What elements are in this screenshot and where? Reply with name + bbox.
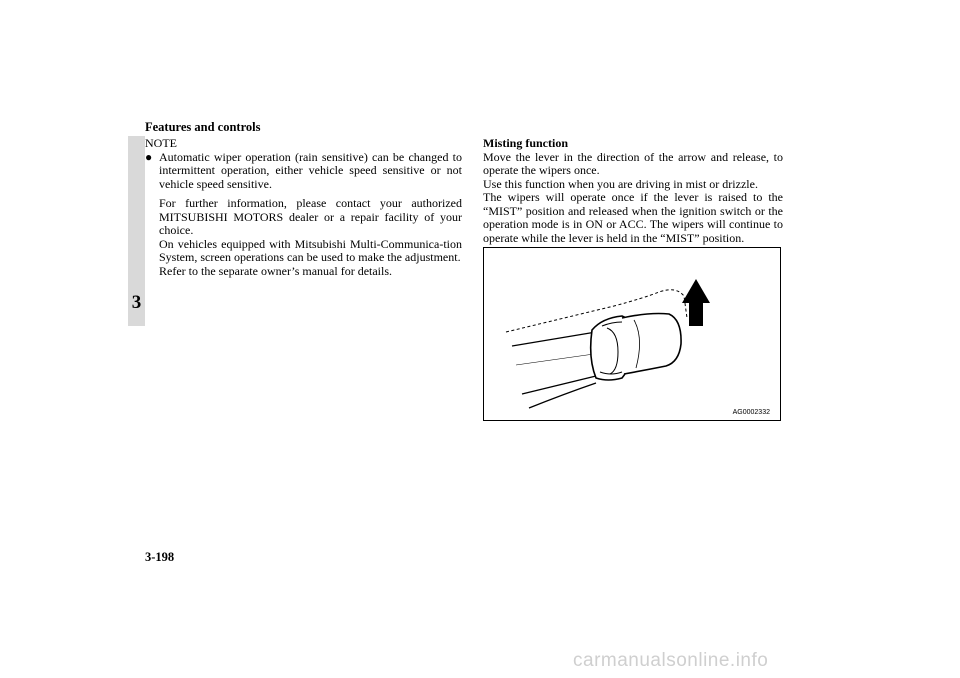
section-header: Features and controls xyxy=(145,120,261,134)
note-paragraph: On vehicles equipped with Mitsubishi Multi-Communica-tion System, screen operations can be used to make the adjustment. xyxy=(159,236,462,264)
misting-paragraph: Use this function when you are driving in mist or drizzle. xyxy=(483,176,758,191)
misting-paragraph: Move the lever in the direction of the arrow and release, to operate the wipers once. xyxy=(483,149,783,177)
chapter-number: 3 xyxy=(131,292,142,313)
bullet-icon: ● xyxy=(145,149,153,164)
misting-section xyxy=(483,137,783,245)
note-bullet xyxy=(145,151,462,279)
note-paragraph: For further information, please contact your authorized MITSUBISHI MOTORS dealer or a repair facility of your choice. xyxy=(159,196,462,237)
watermark-link[interactable]: carmanualsonline.info xyxy=(573,650,769,671)
note-paragraph: Automatic wiper operation (rain sensitive) can be changed to intermittent operation, either vehicle speed sensitive or not vehicle speed sensitive. xyxy=(159,149,462,191)
note-block xyxy=(145,137,462,278)
misting-title: Misting function xyxy=(483,136,569,150)
note-paragraph: Refer to the separate owner’s manual for details. xyxy=(159,263,393,278)
figure-code: AG0002332 xyxy=(732,409,770,416)
up-arrow-icon xyxy=(682,279,710,326)
note-title: NOTE xyxy=(145,136,177,150)
page-number: 3-198 xyxy=(145,550,175,564)
misting-paragraph: The wipers will operate once if the lever is raised to the “MIST” position and released when the ignition switch or the operation mode is in ON or ACC. The wipers will continue to operate while the lever is held in the “MIST” position. xyxy=(483,190,783,245)
wiper-lever-figure xyxy=(483,247,781,421)
wiper-lever-icon xyxy=(484,248,781,421)
note-body xyxy=(159,151,462,279)
